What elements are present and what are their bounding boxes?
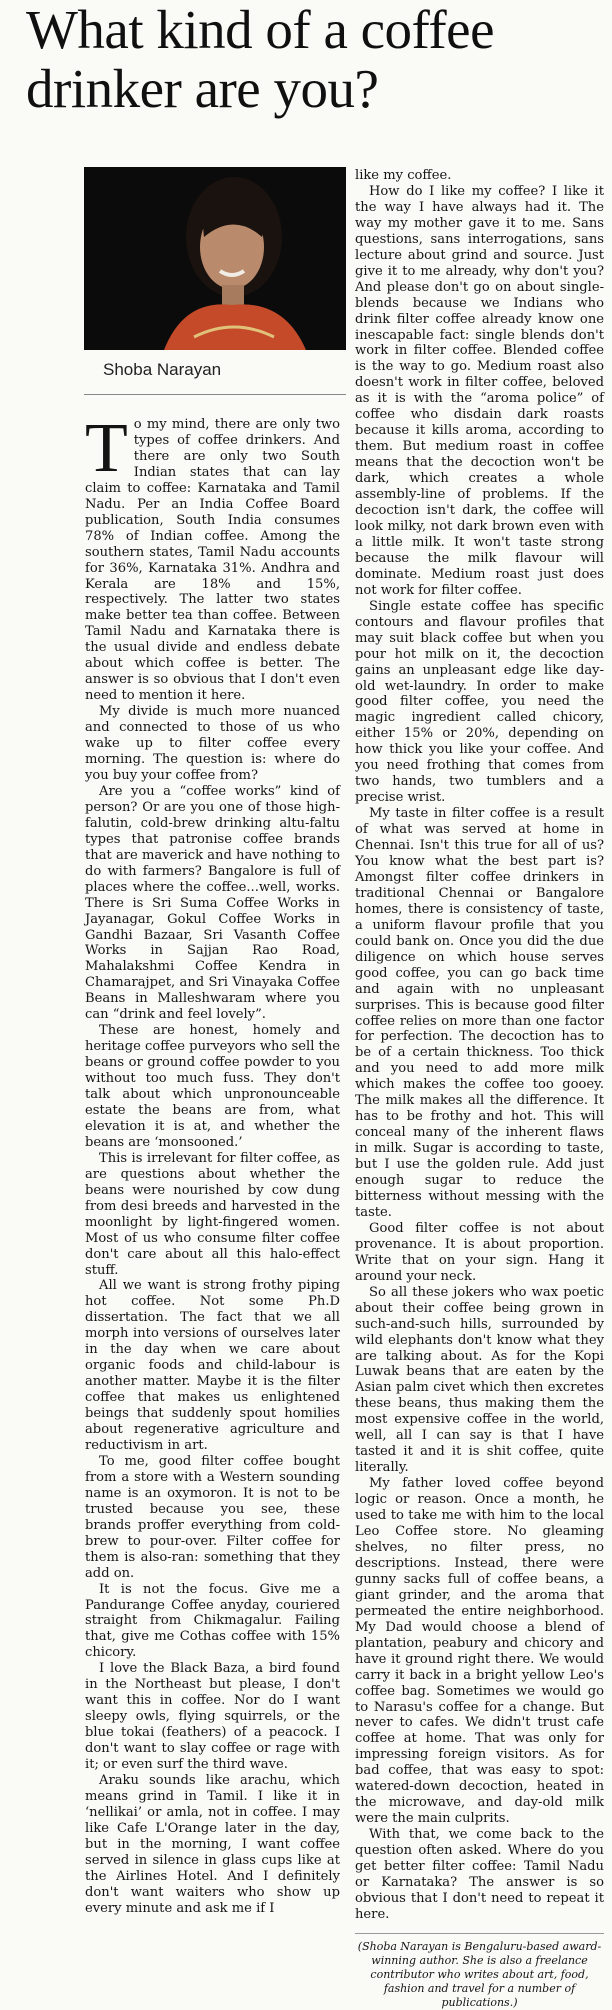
paragraph: How do I like my coffee? I like it the way I have always had it. The way my mother gave it to me. Sans questions, sans interrogations, sans lecture about grind and source. Just give it to me already, why don't you? And please don't go on about single-blends because we Indians who drink filter coffee already know one inescapable fact: single blends don't work in filter coffee. Blended coffee is the way to go. Medium roast also doesn't work in filter coffee, beloved as it is with the “aroma police” of coffee who disdain dark roasts because it kills aroma, according to them. But medium roast in coffee means that the decoction won't be dark, which creates a whole assembly-line of problems. If the decoction isn't dark, the coffee will look milky, not dark brown even with a little milk. It won't taste strong because the milk flavour will dominate. Medium roast just does not work for filter coffee. — [355, 183, 604, 598]
author-note: (Shoba Narayan is Bengaluru-based award-winning author. She is also a freelance contributor who writes about art, food, fashion and travel for a number of publications.) — [355, 1933, 604, 2010]
paragraph-text: o my mind, there are only two types of coffee drinkers. And there are only two South Indian states that can lay claim to coffee: Karnataka and Tamil Nadu. Per an India Coffee Board publication, South India consumes 78% of Indian coffee. Among the southern states, Tamil Nadu accounts for 36%, Karnataka 31%. Andhra and Kerala are 18% and 15%, respectively. The latter two states make better tea than coffee. Between Tamil Nadu and Karnataka there is the usual divide and endless debate about which coffee is better. The answer is so obvious that I don't even need to mention it here. — [85, 417, 340, 704]
paragraph: My divide is much more nuanced and connected to those of us who wake up to filter coffee every morning. The question is: where do you buy your coffee from? — [85, 704, 340, 783]
paragraph: like my coffee. — [355, 168, 452, 183]
paragraph: So all these jokers who wax poetic about their coffee being grown in such-and-such hills, surrounded by wild elephants don't know what they are talking about. As for the Kopi Luwak beans that are eaten by the Asian palm civet which then excretes these beans, thus making them the most expensive coffee in the world, well, all I can say is that I have tasted it and it is shit coffee, quite literally. — [355, 1284, 604, 1476]
paragraph: Araku sounds like arachu, which means grind in Tamil. I like it in ‘nellikai’ or amla, not in coffee. I may like Cafe L'Orange later in the day, but in the morning, I want coffee served in silence in glass cups like at the Airlines Hotel. And I definitely don't want waiters who show up every minute and ask me if I — [85, 1773, 340, 1916]
paragraph: This is irrelevant for filter coffee, as are questions about whether the beans were nourished by cow dung from desi breeds and harvested in the moonlight by light-fingered women. Most of us who consume filter coffee don't care about all this halo-effect stuff. — [85, 1150, 340, 1278]
paragraph: These are honest, homely and heritage coffee purveyors who sell the beans or ground coffee powder to you without too much fuss. They don't talk about which unpronounceable estate the beans are from, what elevation it is at, and whether the beans are ‘monsooned.’ — [85, 1023, 340, 1150]
paragraph: It is not the focus. Give me a Pandurange Coffee anyday, couriered straight from Chikmagalur. Failing that, give me Cothas coffee with 15% chicory. — [85, 1581, 340, 1661]
paragraph: My father loved coffee beyond logic or reason. Once a month, he used to take me with him to the local Leo Coffee store. No gleaming shelves, no filter press, no descriptions. Instead, there were gunny sacks full of coffee beans, a giant grinder, and the aroma that permeated the entire neighborhood. My Dad would choose a blend of plantation, peabury and chicory and have it ground right there. We would carry it back in a bright yellow Leo's coffee bag. Sometimes we would go to Narasu's coffee for a change. But never to cafes. We didn't trust cafe coffee at home. That was only for impressing foreign visitors. As for bad coffee, that was easy to spot: watered-down decoction, heated in the microwave, and day-old milk were the main culprits. — [355, 1476, 604, 1827]
paragraph: Good filter coffee is not about provenance. It is about proportion. Write that on your sign. Hang it around your neck. — [355, 1220, 604, 1284]
paragraph: My taste in filter coffee is a result of what was served at home in Chennai. Isn't this true for all of us? You know what the best part is? Amongst filter coffee drinkers in traditional Chennai or Bangalore homes, there is consistency of taste, a uniform flavour profile that you could bank on. Once you did the due diligence on which house serves good coffee, you can go back time and again with no unpleasant surprises. This is because good filter coffee relies on more than one factor for perfection. The decoction has to be of a certain thickness. Too thick and you need to add more milk which makes the coffee too gooey. The milk makes all the difference. It has to be frothy and hot. This will conceal many of the inherent flaws in milk. Sugar is according to taste, but I use the golden rule. Add just enough sugar to reduce the bitterness without messing with the taste. — [355, 806, 604, 1220]
article-column-1 — [85, 410, 340, 1917]
author-photo — [84, 167, 346, 350]
paragraph: Single estate coffee has specific contours and flavour profiles that may suit black coffee but when you pour hot milk on it, the decoction gains an unpleasant edge like day-old wet-laundry. In order to make good filter coffee, you need the magic ingredient called chicory, either 15% or 20%, depending on how thick you like your coffee. And you need frothing that comes from two hands, two tumblers and a precise wrist. — [355, 598, 604, 806]
drop-cap: T — [85, 410, 128, 487]
paragraph: Are you a “coffee works” kind of person? Or are you one of those high-falutin, cold-brew drinking altu-faltu types that patronise coffee brands that are maverick and have nothing to do with farmers? Bangalore is full of places where the coffee...well, works. There is Sri Suma Coffee Works in Jayanagar, Gokul Coffee Works in Gandhi Bazaar, Sri Vasanth Coffee Works in Sajjan Rao Road, Mahalakshmi Coffee Kendra in Chamarajpet, and Sri Vinayaka Coffee Beans in Malleshwaram where you can “drink and feel lovely”. — [85, 783, 340, 1023]
author-portrait-icon — [84, 167, 346, 350]
paragraph: To me, good filter coffee bought from a store with a Western sounding name is an oxymoron. It is not to be trusted because you see, these brands proffer everything from cold-brew to pour-over. Filter coffee for them is also-ran: something that they add on. — [85, 1453, 340, 1581]
paragraph — [85, 410, 340, 704]
divider — [84, 394, 346, 395]
paragraph: All we want is strong frothy piping hot coffee. Not some Ph.D dissertation. The fact that we all morph into versions of ourselves later in the day when we care about organic foods and child-labour is another matter. Maybe it is the filter coffee that makes us enlightened beings that suddenly spout homilies about regenerative agriculture and reductivism in art. — [85, 1278, 340, 1453]
byline: Shoba Narayan — [103, 360, 222, 379]
paragraph: With that, we come back to the question often asked. Where do you get better filter coffee: Tamil Nadu or Karnataka? The answer is so obvious that I don't need to repeat it here. — [355, 1827, 604, 1922]
paragraph: I love the Black Baza, a bird found in the Northeast but please, I don't want this in coffee. Nor do I want sleepy owls, flying squirrels, or the blue tokai (feathers) of a peacock. I don't want to slay coffee or rage with it; or even surf the third wave. — [85, 1661, 340, 1773]
headline: What kind of a coffee drinker are you? — [26, 0, 494, 119]
article-column-2 — [355, 168, 604, 2009]
